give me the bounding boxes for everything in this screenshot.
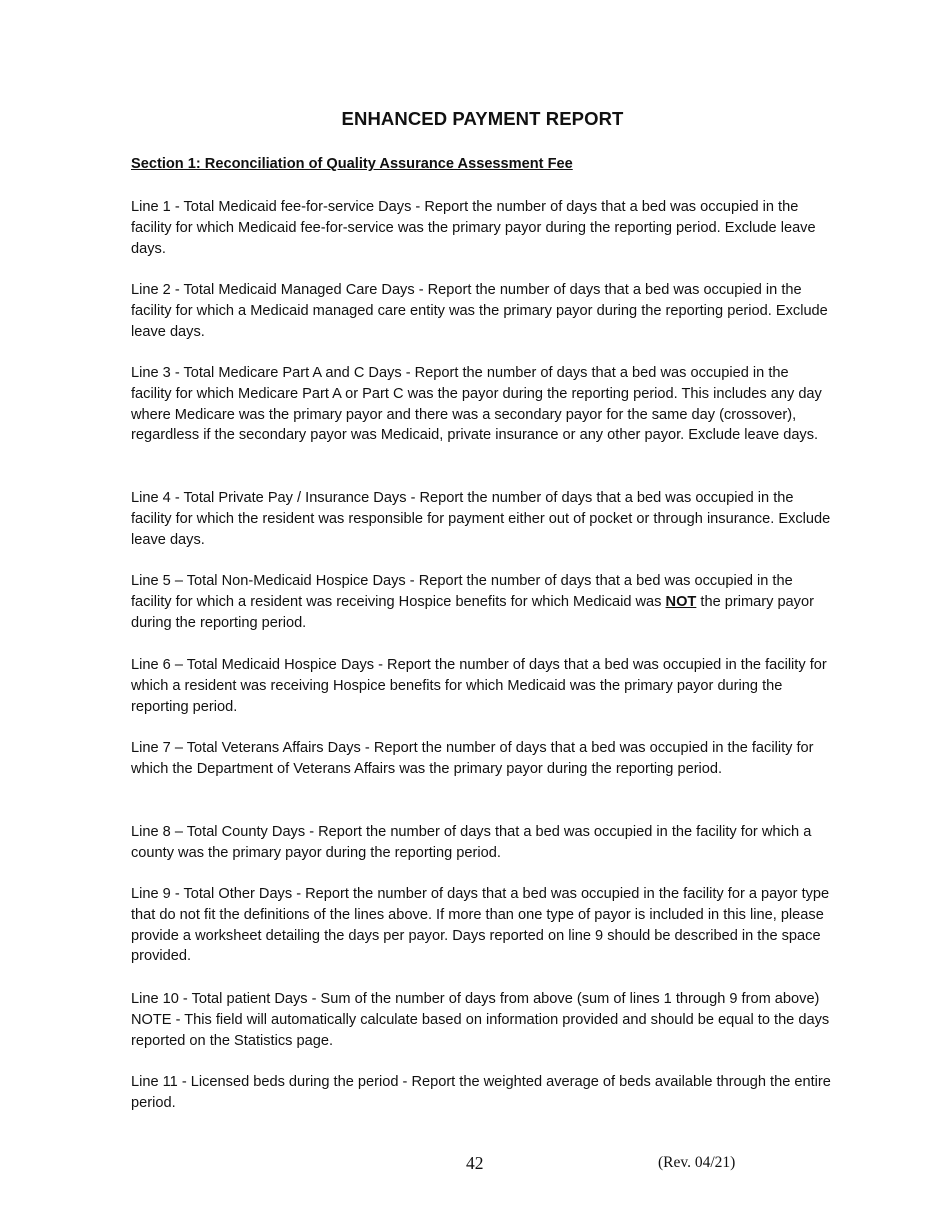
line-5-text-after: the primary payor during the reporting period. bbox=[131, 593, 814, 631]
line-5-emphasis: NOT bbox=[665, 593, 697, 610]
revision-label: (Rev. 04/21) bbox=[658, 1154, 736, 1171]
page-number: 42 bbox=[466, 1153, 484, 1173]
line-10-description: Line 10 - Total patient Days - Sum of the number of days from above (sum of lines 1 through 9 from above) NOTE - This field will automatically calculate based on information provided and should be equal to the days reported on the Statistics page. bbox=[131, 991, 830, 1049]
page-title: ENHANCED PAYMENT REPORT bbox=[341, 108, 624, 129]
line-1-description: Line 1 - Total Medicaid fee-for-service Days - Report the number of days that a bed was occupied in the facility for which Medicaid fee-for-service was the primary payor during the reporting period. Exclude leave days. bbox=[131, 199, 816, 257]
line-7-description: Line 7 – Total Veterans Affairs Days - Report the number of days that a bed was occupied in the facility for which the Department of Veterans Affairs was the primary payor during the reporting period. bbox=[131, 740, 814, 777]
line-9-description: Line 9 - Total Other Days - Report the number of days that a bed was occupied in the facility for a payor type that do not fit the definitions of the lines above. If more than one type of payor is included in this line, please provide a worksheet detailing the days per payor. Days reported on line 9 should be described in the space provided. bbox=[131, 886, 830, 965]
section-heading: Section 1: Reconciliation of Quality Assurance Assessment Fee bbox=[131, 156, 573, 172]
line-8-description: Line 8 – Total County Days - Report the number of days that a bed was occupied in the facility for which a county was the primary payor during the reporting period. bbox=[131, 824, 812, 861]
line-5-description bbox=[131, 571, 831, 633]
line-3-description: Line 3 - Total Medicare Part A and C Days - Report the number of days that a bed was occupied in the facility for which Medicare Part A or Part C was the payor during the reporting period. This includes any day where Medicare was the primary payor and there was a secondary payor for the same day (crossover), regardless if the secondary payor was Medicaid, private insurance or any other payor. Exclude leave days. bbox=[131, 365, 822, 444]
line-5-text-before: Line 5 – Total Non-Medicaid Hospice Days - Report the number of days that a bed was occupied in the facility for which a resident was receiving Hospice benefits for which Medicaid was bbox=[131, 573, 793, 610]
line-2-description: Line 2 - Total Medicaid Managed Care Days - Report the number of days that a bed was occupied in the facility for which a Medicaid managed care entity was the primary payor during the reporting period. Exclude leave days. bbox=[131, 282, 828, 340]
line-6-description: Line 6 – Total Medicaid Hospice Days - Report the number of days that a bed was occupied in the facility for which a resident was receiving Hospice benefits for which Medicaid was the primary payor during the reporting period. bbox=[131, 657, 827, 715]
line-4-description: Line 4 - Total Private Pay / Insurance Days - Report the number of days that a bed was occupied in the facility for which the resident was responsible for payment either out of pocket or through insurance. Exclude leave days. bbox=[131, 490, 831, 548]
line-11-description: Line 11 - Licensed beds during the period - Report the weighted average of beds available through the entire period. bbox=[131, 1074, 831, 1111]
